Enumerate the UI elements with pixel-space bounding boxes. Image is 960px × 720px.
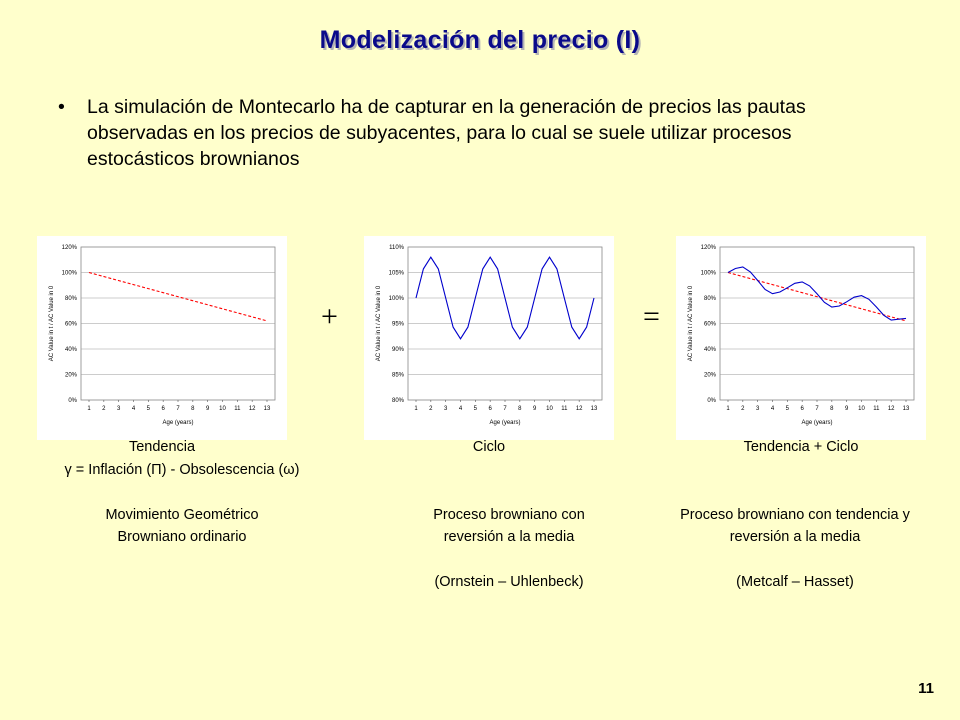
x-tick-label: 7 — [503, 406, 507, 412]
caption-right-line2: reversión a la media — [729, 529, 861, 545]
slide-title: Modelización del precio (I) — [319, 26, 641, 54]
x-tick-label: 11 — [561, 406, 568, 412]
caption-middle-line3: (Ornstein – Uhlenbeck) — [434, 574, 584, 590]
x-axis-label: Age (years) — [489, 420, 521, 426]
chart-cycle — [364, 236, 614, 440]
x-tick-label: 10 — [858, 406, 865, 412]
x-tick-label: 12 — [248, 406, 256, 412]
caption-left-line2: Browniano ordinario — [117, 529, 247, 545]
y-tick-label: 110% — [389, 245, 404, 251]
bullet-text: La simulación de Montecarlo ha de capturar en la generación de precios las pautas observadas en los precios de subyacentes, para lo cual se suele utilizar procesos estocásticos brownianos — [87, 96, 806, 170]
y-tick-label: 0% — [68, 398, 77, 404]
y-tick-label: 20% — [703, 372, 716, 379]
y-tick-label: 80% — [64, 296, 77, 302]
x-tick-label: 3 — [116, 406, 121, 412]
caption-middle-line1: Proceso browniano con — [433, 507, 585, 523]
x-tick-label: 5 — [146, 406, 151, 412]
y-axis-label: AC Value in t / AC Value in 0 — [376, 285, 382, 362]
caption-right-line3: (Metcalf – Hasset) — [736, 574, 854, 590]
y-tick-label: 60% — [64, 321, 77, 328]
x-tick-label: 13 — [902, 406, 910, 412]
x-tick-label: 12 — [887, 406, 895, 412]
x-tick-label: 9 — [532, 406, 537, 412]
y-tick-label: 100% — [388, 296, 404, 302]
x-tick-label: 1 — [87, 406, 91, 412]
x-tick-label: 6 — [488, 406, 492, 412]
bullet-dot: • — [58, 96, 65, 118]
x-tick-label: 5 — [473, 406, 478, 412]
y-axis-label: AC Value in t / AC Value in 0 — [688, 285, 694, 362]
y-tick-label: 20% — [64, 372, 77, 379]
x-axis-label: Age (years) — [801, 420, 833, 426]
x-tick-label: 8 — [191, 406, 195, 412]
x-tick-label: 3 — [443, 406, 448, 412]
x-tick-label: 4 — [131, 406, 136, 412]
x-tick-label: 10 — [219, 406, 226, 412]
y-tick-label: 120% — [700, 245, 716, 251]
caption-left-label: Tendencia — [128, 439, 196, 455]
y-tick-label: 105% — [388, 270, 404, 277]
x-tick-label: 12 — [575, 406, 583, 412]
x-axis-label: Age (years) — [162, 420, 194, 426]
y-tick-label: 40% — [64, 347, 77, 353]
chart-cycle-panel — [364, 236, 614, 440]
y-tick-label: 40% — [703, 347, 716, 353]
x-tick-label: 13 — [590, 406, 598, 412]
y-axis-label: AC Value in t / AC Value in 0 — [49, 285, 55, 362]
x-tick-label: 6 — [800, 406, 804, 412]
x-tick-label: 4 — [458, 406, 463, 412]
x-tick-label: 1 — [414, 406, 418, 412]
y-tick-label: 85% — [391, 372, 404, 379]
x-tick-label: 5 — [785, 406, 790, 412]
x-tick-label: 9 — [205, 406, 210, 412]
y-tick-label: 80% — [391, 398, 404, 404]
x-tick-label: 3 — [755, 406, 760, 412]
x-tick-label: 2 — [741, 406, 745, 412]
x-tick-label: 2 — [102, 406, 106, 412]
y-tick-label: 90% — [391, 347, 404, 353]
chart-trend-cycle-panel — [676, 236, 926, 440]
x-tick-label: 11 — [873, 406, 880, 412]
bullet-paragraph — [58, 94, 898, 172]
x-tick-label: 6 — [161, 406, 165, 412]
y-tick-label: 100% — [700, 270, 716, 277]
y-tick-label: 120% — [61, 245, 77, 251]
equals-operator: = — [643, 300, 660, 333]
page-number: 11 — [918, 680, 934, 697]
chart-trend-panel — [37, 236, 287, 440]
x-tick-label: 7 — [815, 406, 819, 412]
plus-operator: + — [321, 300, 338, 333]
x-tick-label: 1 — [726, 406, 730, 412]
y-tick-label: 80% — [703, 296, 716, 302]
x-tick-label: 2 — [429, 406, 433, 412]
y-tick-label: 100% — [61, 270, 77, 277]
x-tick-label: 4 — [770, 406, 775, 412]
caption-right-line1: Proceso browniano con tendencia y — [680, 507, 910, 523]
chart-trend — [37, 236, 287, 440]
x-tick-label: 8 — [830, 406, 834, 412]
caption-right-label: Tendencia + Ciclo — [743, 439, 859, 455]
x-tick-label: 7 — [176, 406, 180, 412]
x-tick-label: 11 — [234, 406, 241, 412]
chart-trend-cycle — [676, 236, 926, 440]
x-tick-label: 10 — [546, 406, 553, 412]
caption-middle-label: Ciclo — [472, 439, 506, 455]
caption-left-formula: γ = Inflación (Π) - Obsolescencia (ω) — [64, 462, 300, 478]
x-tick-label: 13 — [263, 406, 271, 412]
y-tick-label: 0% — [707, 398, 716, 404]
x-tick-label: 8 — [518, 406, 522, 412]
caption-middle-line2: reversión a la media — [443, 529, 575, 545]
y-tick-label: 60% — [703, 321, 716, 328]
x-tick-label: 9 — [844, 406, 849, 412]
y-tick-label: 95% — [391, 321, 404, 328]
caption-left-line1: Movimiento Geométrico — [105, 507, 259, 523]
